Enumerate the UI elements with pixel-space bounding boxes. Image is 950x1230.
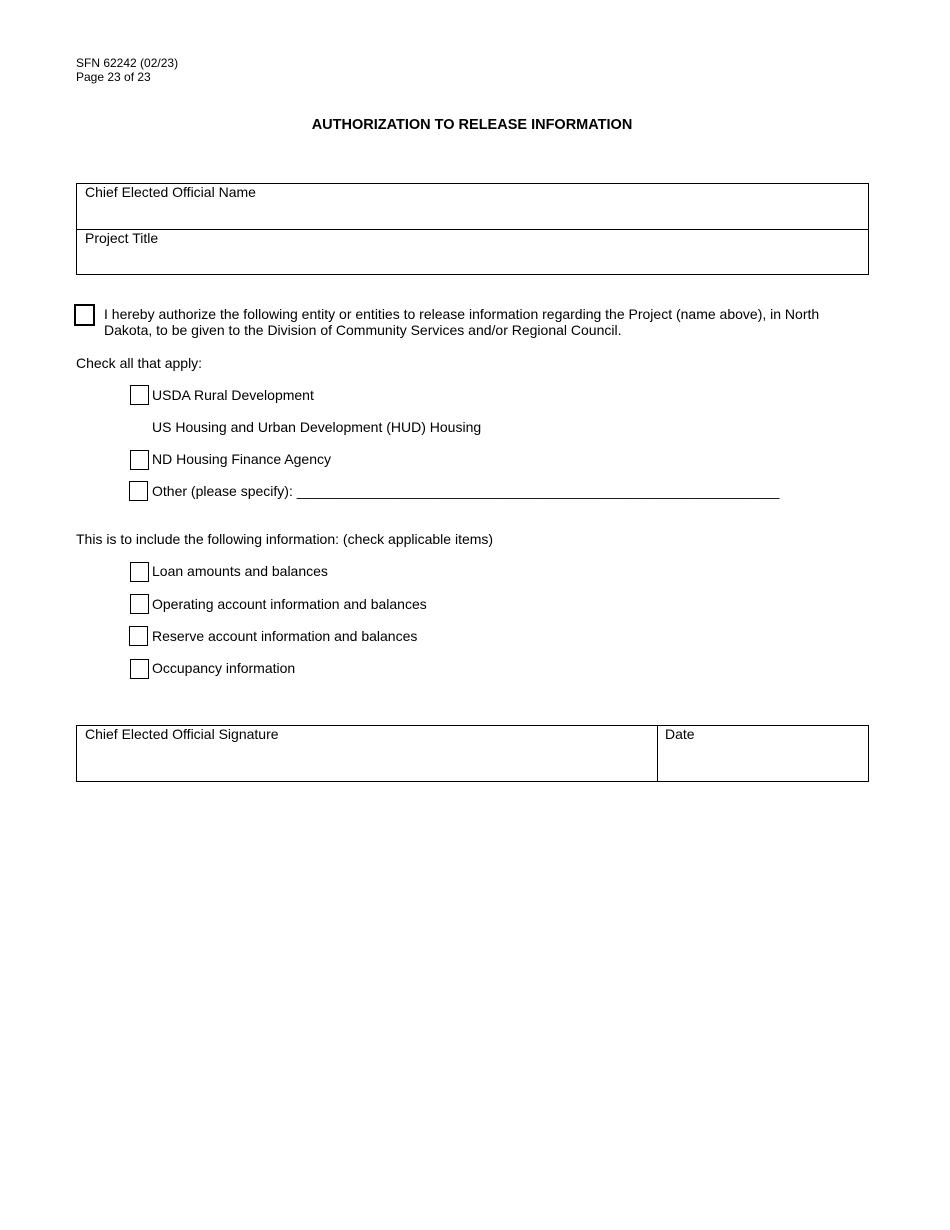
loan-label: Loan amounts and balances bbox=[152, 563, 328, 579]
ndhfa-label: ND Housing Finance Agency bbox=[152, 451, 331, 467]
usda-label: USDA Rural Development bbox=[152, 387, 314, 403]
hud-label: US Housing and Urban Development (HUD) Housing bbox=[152, 419, 482, 435]
occupancy-checkbox[interactable] bbox=[130, 659, 149, 679]
operating-label: Operating account information and balances bbox=[152, 596, 427, 612]
other-label: Other (please specify): ______________________________________________________________ bbox=[152, 483, 780, 499]
information-instruction: This is to include the following information: (check applicable items) bbox=[76, 531, 494, 547]
loan-checkbox[interactable] bbox=[130, 562, 149, 582]
operating-checkbox[interactable] bbox=[130, 594, 149, 614]
signature-table bbox=[76, 725, 869, 782]
page-number: Page 23 of 23 bbox=[76, 70, 151, 84]
ndhfa-checkbox[interactable] bbox=[130, 450, 149, 470]
project-title-label: Project Title bbox=[85, 230, 159, 246]
date-label: Date bbox=[665, 726, 695, 742]
reserve-checkbox[interactable] bbox=[129, 626, 148, 646]
signature-divider bbox=[657, 726, 658, 781]
form-number: SFN 62242 (02/23) bbox=[76, 56, 179, 70]
authorization-text: I hereby authorize the following entity or entities to release information regarding the Project (name above), in North Dakota, to be given to the Division of Community Services and/or Regional Council. bbox=[104, 306, 820, 338]
form-header bbox=[76, 56, 178, 84]
entities-instruction: Check all that apply: bbox=[76, 355, 203, 371]
table-divider bbox=[77, 229, 868, 230]
other-checkbox[interactable] bbox=[129, 481, 148, 501]
official-project-table bbox=[76, 183, 869, 275]
reserve-label: Reserve account information and balances bbox=[152, 628, 418, 644]
signature-label: Chief Elected Official Signature bbox=[85, 726, 279, 742]
page-title: AUTHORIZATION TO RELEASE INFORMATION bbox=[311, 117, 633, 133]
authorize-checkbox[interactable] bbox=[74, 304, 95, 326]
occupancy-label: Occupancy information bbox=[152, 660, 296, 676]
usda-checkbox[interactable] bbox=[130, 385, 149, 405]
official-name-label: Chief Elected Official Name bbox=[85, 184, 256, 200]
